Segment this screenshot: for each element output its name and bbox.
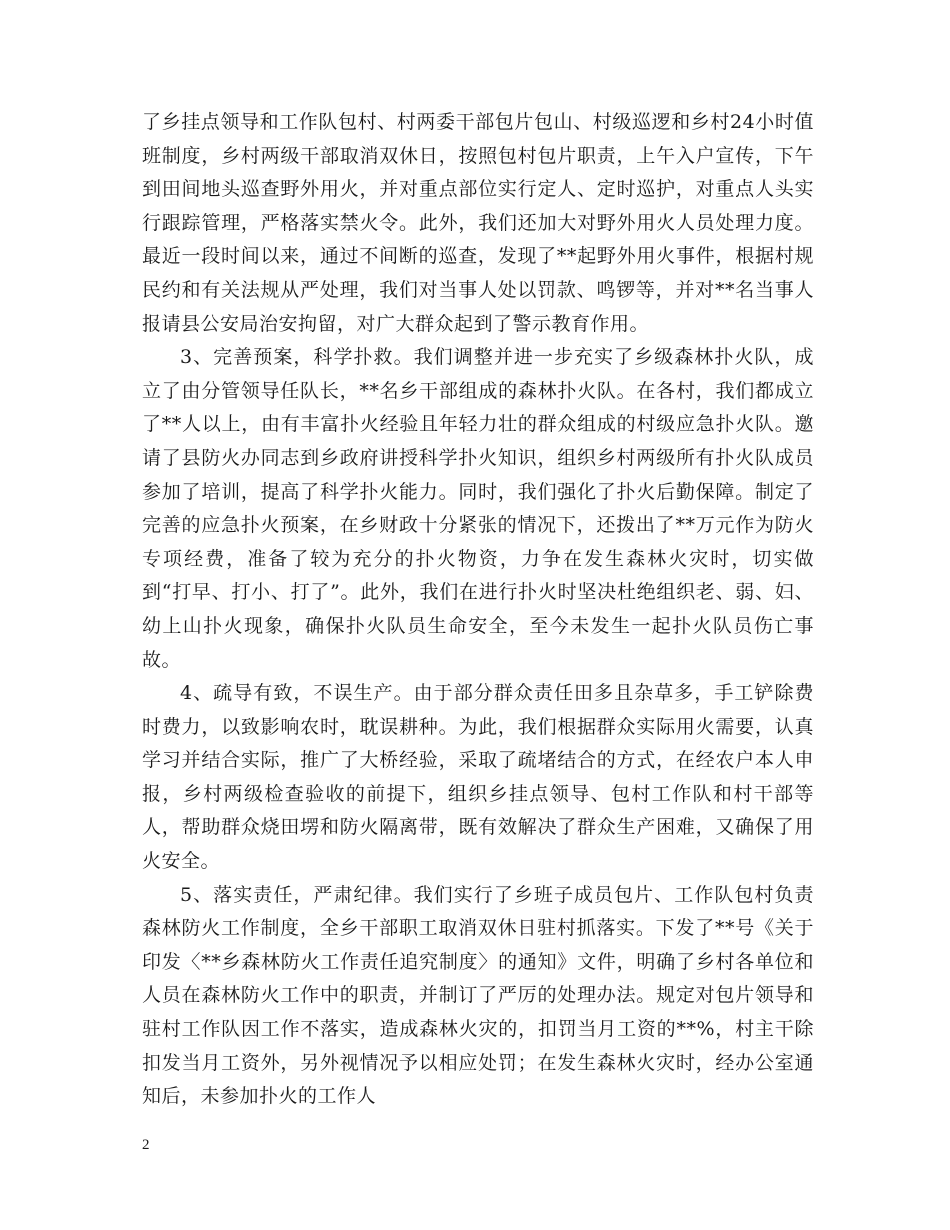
paragraph-2: 3、完善预案，科学扑救。我们调整并进一步充实了乡级森林扑火队，成立了由分管领导任队长，**名乡干部组成的森林扑火队。在各村，我们都成立了**人以上，由有丰富扑火经验且年轻力壮的群众组成的村级应急扑火队。邀请了县防火办同志到乡政府讲授科学扑火知识，组织乡村两级所有扑火队成员参加了培训，提高了科学扑火能力。同时，我们强化了扑火后勤保障。制定了完善的应急扑火预案，在乡财政十分紧张的情况下，还拨出了**万元作为防火专项经费，准备了较为充分的扑火物资，力争在发生森林火灾时，切实做到“打早、打小、打了”。此外，我们在进行扑火时坚决杜绝组织老、弱、妇、幼上山扑火现象，确保扑火队员生命安全，至今未发生一起扑火队员伤亡事故。 (142, 346, 814, 671)
paragraph-4: 5、落实责任，严肃纪律。我们实行了乡班子成员包片、工作队包村负责森林防火工作制度，全乡干部职工取消双休日驻村抓落实。下发了**号《关于印发〈**乡森林防火工作责任追究制度〉的通知》文件，明确了乡村各单位和人员在森林防火工作中的职责，并制订了严厉的处理办法。规定对包片领导和驻村工作队因工作不落实，造成森林火灾的，扣罚当月工资的**%，村主干除扣发当月工资外，另外视情况予以相应处罚；在发生森林火灾时，经办公室通知后，未参加扑火的工作人 (142, 883, 814, 1108)
paragraph-1: 了乡挂点领导和工作队包村、村两委干部包片包山、村级巡逻和乡村24小时值班制度，乡村两级干部取消双休日，按照包村包片职责，上午入户宣传，下午到田间地头巡查野外用火，并对重点部位实行定人、定时巡护，对重点人头实行跟踪管理，严格落实禁火令。此外，我们还加大对野外用火人员处理力度。最近一段时间以来，通过不间断的巡查，发现了**起野外用火事件，根据村规民约和有关法规从严处理，我们对当事人处以罚款、鸣锣等，并对**名当事人报请县公安局治安拘留，对广大群众起到了警示教育作用。 (142, 111, 814, 335)
paragraph-3: 4、疏导有致，不误生产。由于部分群众责任田多且杂草多，手工铲除费时费力，以致影响农时，耽误耕种。为此，我们根据群众实际用火需要，认真学习并结合实际，推广了大桥经验，采取了疏堵结合的方式，在经农户本人申报，乡村两级检查验收的前提下，组织乡挂点领导、包村工作队和村干部等人，帮助群众烧田塄和防火隔离带，既有效解决了群众生产困难，又确保了用火安全。 (142, 682, 814, 873)
document-body (142, 106, 814, 1114)
page-number: 2 (142, 1137, 150, 1153)
